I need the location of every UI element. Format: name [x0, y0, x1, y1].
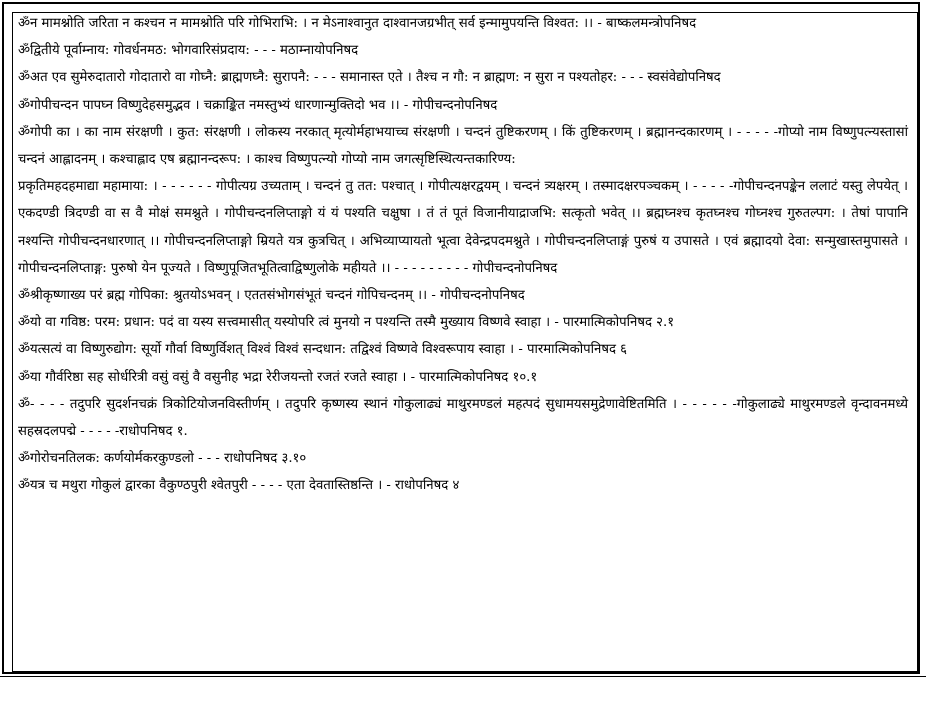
document-text-body: [18, 10, 908, 500]
verse-paramatmika-10-1: ॐया गौर्वरिष्ठा सह सोर्धरित्री वसुं वसुं वै वसुनीह भद्रा रेरीजयन्तो रजतं रजते स्वाहा । - पारमात्मिकोपनिषद १०.१: [18, 369, 538, 385]
verse-paramatmika-6: ॐयत्सत्यं वा विष्णुरुद्योग: सूर्यो गौर्वा विष्णुर्विशत् विश्वं विश्वं सन्दधान: तद्विश्वं विष्णवे विश्वरूपाय स्वाहा । - पारमात्मिकोपनिषद ६: [18, 342, 628, 358]
verse-radha-3-10: ॐगोरोचनतिलक: कर्णयोर्मकरकुण्डलो - - - राधोपनिषद ३.१०: [18, 451, 307, 467]
verse-baskala: ॐन मामश्नोति जरिता न कश्चन न मामश्नोति परि गोभिराभि: । न मेऽनाश्वानुत दाश्वानजग्रभीत् सर्व इन्मामुपयन्ति विश्वत: ।। - बाष्कलमन्त्रोपनिषद: [18, 16, 697, 31]
verse-mathamnaya: ॐद्वितीये पूर्वाम्नाय: गोवर्धनमठ: भोगवारिसंप्रदाय: - - - मठाम्नायोपनिषद: [18, 43, 359, 59]
bottom-rule-line: [0, 676, 926, 677]
verse-radha-4: ॐयत्र च मथुरा गोकुलं द्वारका वैकुण्ठपुरी श्वेतपुरी - - - - एता देवतास्तिष्ठन्ति । - राधोपनिषद ४: [18, 478, 460, 494]
verse-gopichandana-1: ॐगोपीचन्दन पापघ्न विष्णुदेहसमुद्भव । चक्राङ्कित नमस्तुभ्यं धारणान्मुक्तिदो भव ।। - गोपीचन्दनोपनिषद: [18, 97, 498, 113]
verse-gopichandana-2: ॐगोपी का । का नाम संरक्षणी । कुत: संरक्षणी । लोकस्य नरकात् मृत्योर्महाभयाच्च संरक्षणी । चन्दनं तुष्टिकरणम् । किं तुष्टिकरणम् । ब्रह्मानन्दकारणम् । - - - - -गोप्यो नाम विष्णुपत्न्यस्तासां चन्दनं आह्लादनम् । कश्चाह्लाद एष ब्रह्मानन्दरूप: । काश्च विष्णुपत्न्यो गोप्यो नाम जगत्सृष्टिस्थित्यन्तकारिण्य:: [18, 124, 908, 168]
verse-gopichandana-3: प्रकृतिमहदहमाद्या महामाया: । - - - - - - गोपीत्यग्र उच्यताम् । चन्दनं तु तत: पश्चात् । गोपीत्यक्षरद्वयम् । चन्दनं त्र्यक्षरम् । तस्मादक्षरपञ्चकम् । - - - - -गोपीचन्दनपङ्केन ललाटं यस्तु लेपयेत् । एकदण्डी त्रिदण्डी वा स वै मोक्षं समश्नुते । गोपीचन्दनलिप्ताङ्गो यं यं पश्यति चक्षुषा । तं तं पूतं विजानीयाद्राजभि: सत्कृतो भवेत् ।। ब्रह्मघ्नश्च कृतघ्नश्च गोघ्नश्च गुरुतल्पग: । तेषां पापानि नश्यन्ति गोपीचन्दनधारणात् ।। गोपीचन्दनलिप्ताङ्गो म्रियते यत्र कुत्रचित् । अभिव्याप्यायतो भूत्वा देवेन्द्रपदमश्नुते । गोपीचन्दनलिप्ताङ्गं पुरुषं य उपासते । एवं ब्रह्मादयो देवा: सन्मुखास्तमुपासते । गोपीचन्दनलिप्ताङ्ग: पुरुषो येन पूज्यते । विष्णुपूजितभूतित्वाद्विष्णुलोके महीयते ।। - - - - - - - - - गोपीचन्दनोपनिषद: [18, 179, 908, 276]
verse-svasamvedya: ॐअत एव सुमेरुदातारो गोदातारो वा गोघ्नै: ब्राह्मणघ्नै: सुरापनै: - - - समानास्त एते । तैश्च न गौ: न ब्राह्मण: न सुरा न पश्यतोहर: - - - स्वसंवेद्योपनिषद: [18, 70, 721, 86]
verse-radha-1: ॐ- - - - तदुपरि सुदर्शनचक्रं त्रिकोटियोजनविस्तीर्णम् । तदुपरि कृष्णस्य स्थानं गोकुलाढ्यं माथुरमण्डलं महत्पदं सुधामयसमुद्रेणावेष्टितमिति । - - - - - -गोकुलाढ्ये माथुरमण्डले वृन्दावनमध्ये सहस्रदलपद्मे - - - - -राधोपनिषद १.: [18, 396, 908, 440]
verse-paramatmika-2-1: ॐयो वा गविष्ठ: परम: प्रधान: पदं वा यस्य सत्त्वमासीत् यस्योपरि त्वं मुनयो न पश्यन्ति तस्मै मुख्याय विष्णवे स्वाहा । - पारमात्मिकोपनिषद २.१: [18, 315, 675, 331]
verse-gopichandana-4: ॐश्रीकृष्णाख्य परं ब्रह्म गोपिका: श्रुतयोऽभवन् । एततसंभोगसंभूतं चन्दनं गोपिचन्दनम् ।। - गोपीचन्दनोपनिषद: [18, 288, 525, 304]
